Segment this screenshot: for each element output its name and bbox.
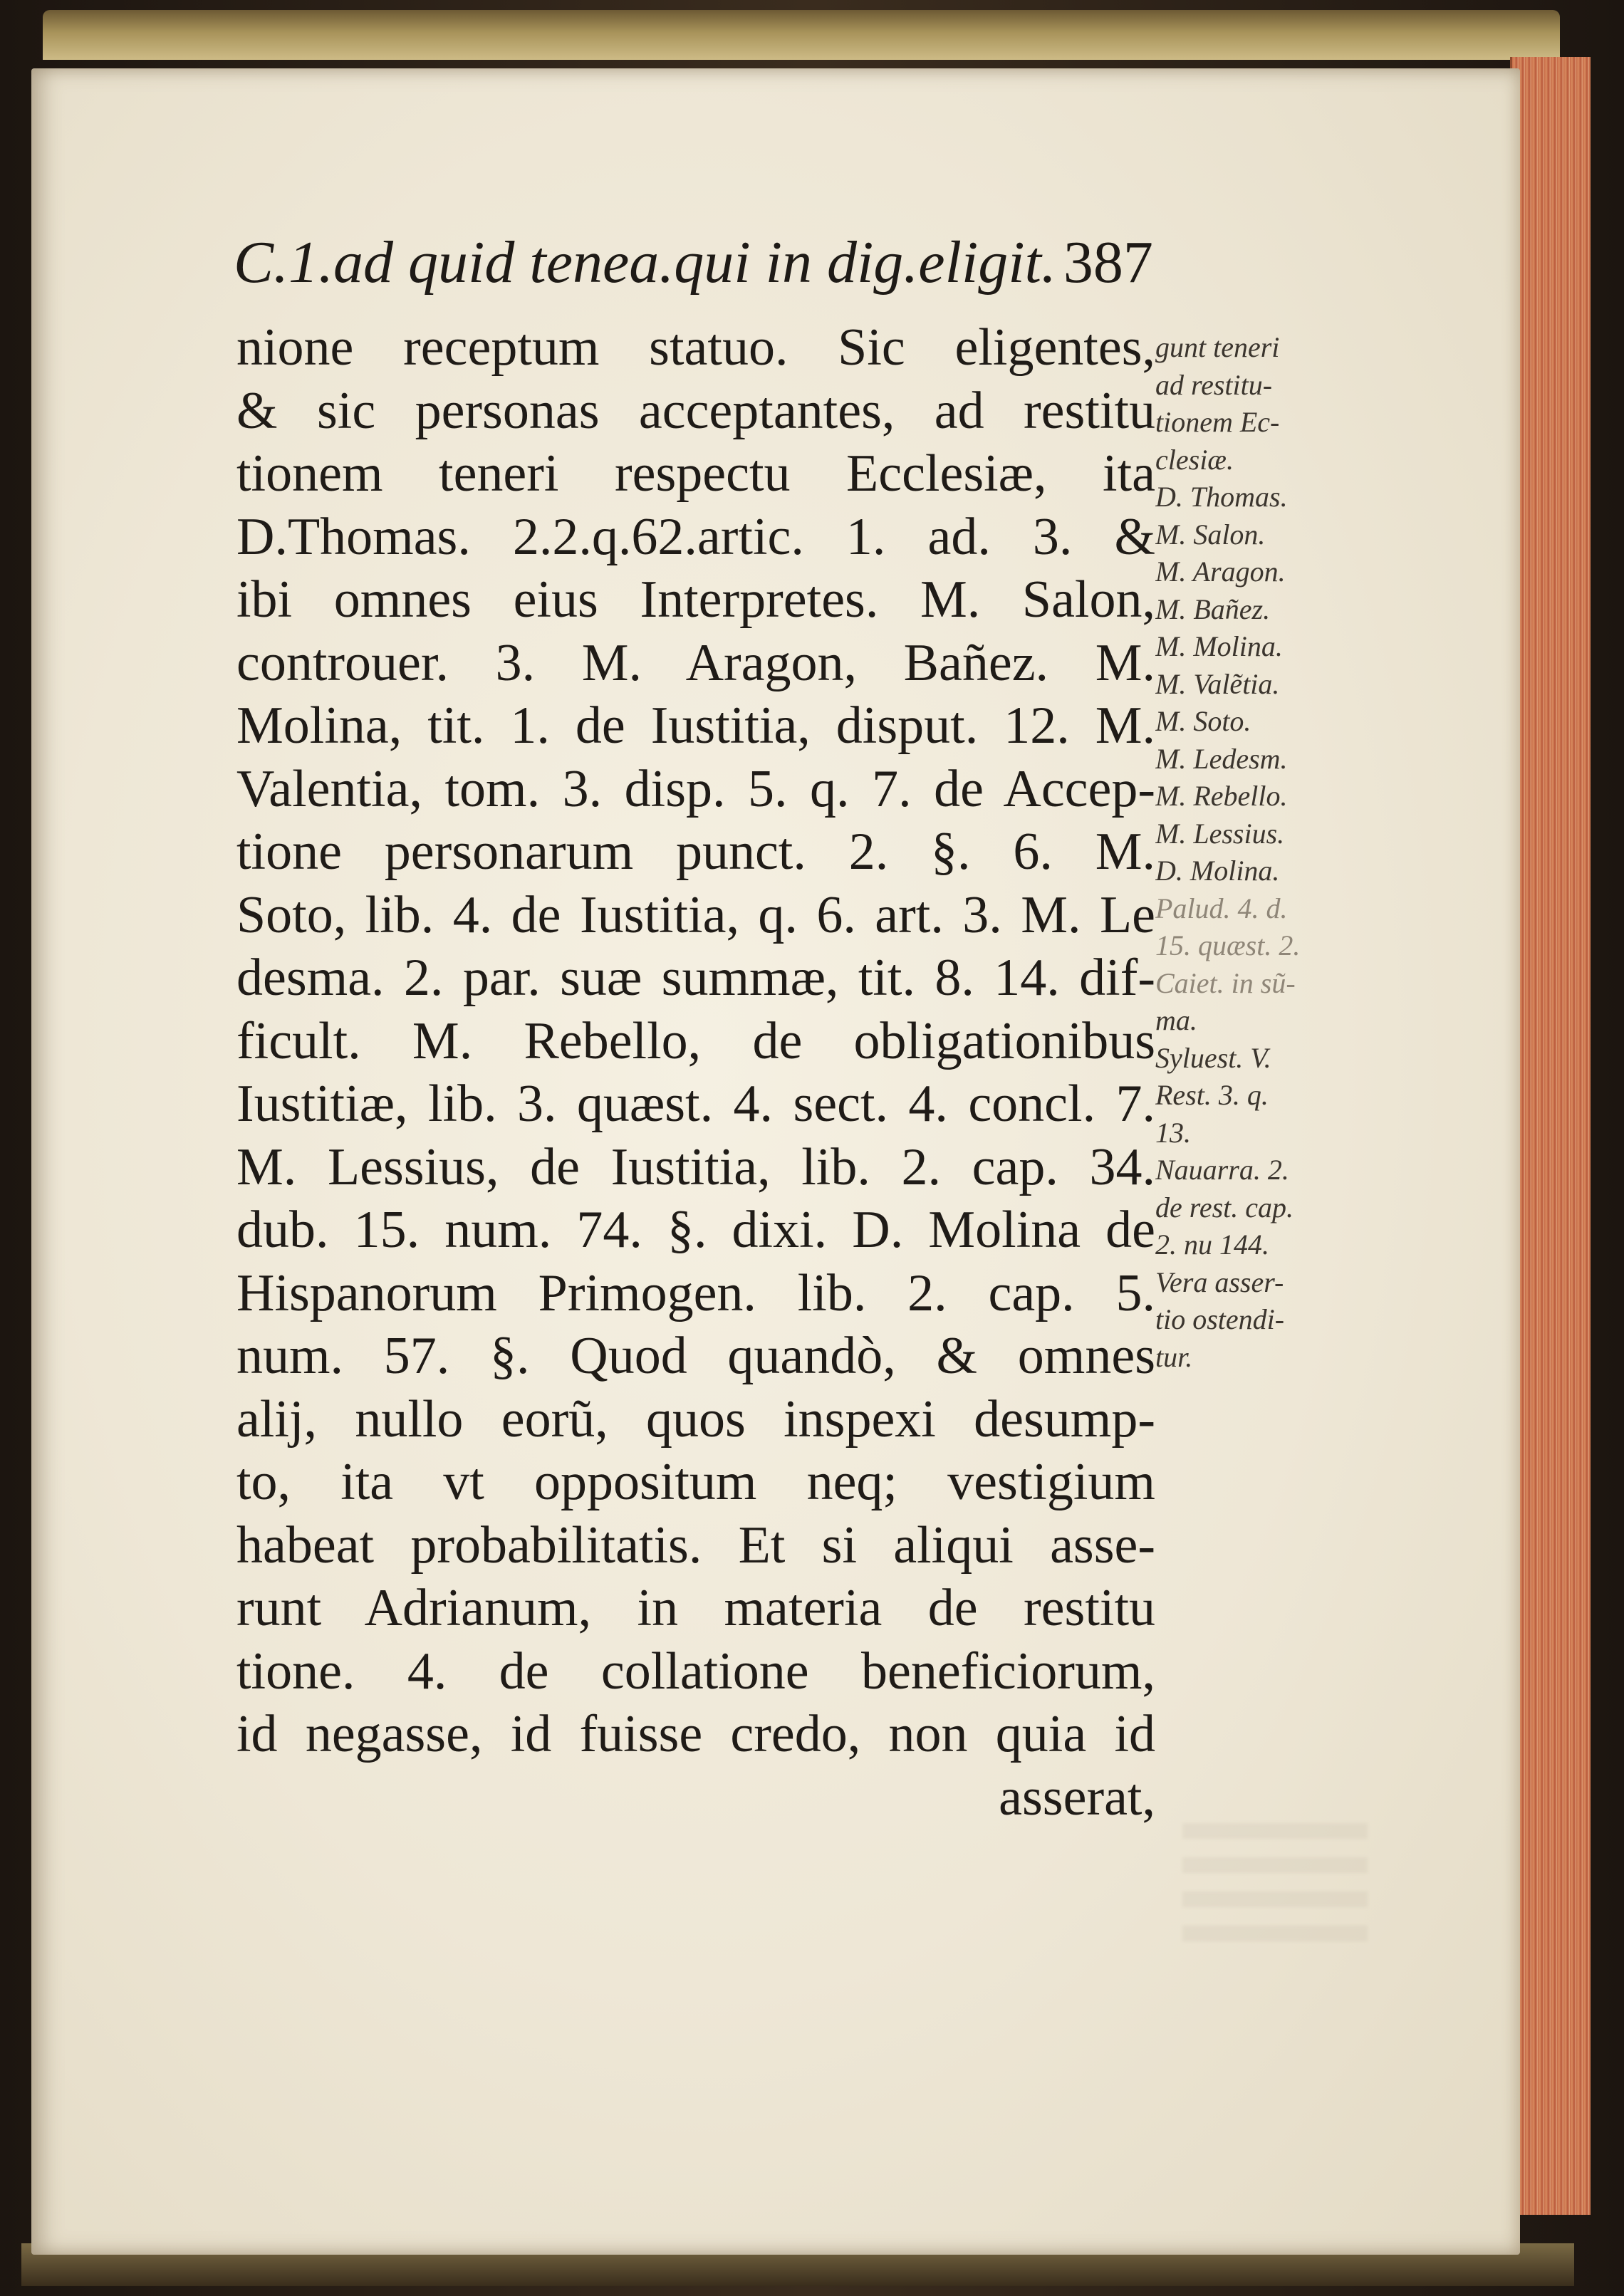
margin-note: Caiet. in sũ- — [1155, 966, 1296, 999]
body-line: runt Adrianum, in materia de restitu — [236, 1579, 1155, 1637]
margin-note: M. Valẽtia. — [1155, 667, 1280, 700]
body-line: & sic personas acceptantes, ad restitu — [236, 381, 1155, 440]
margin-note: Syluest. V. — [1155, 1041, 1271, 1074]
body-text-column — [236, 316, 1155, 1829]
margin-notes-column — [1155, 329, 1390, 1376]
margin-note: Nauarra. 2. — [1155, 1154, 1289, 1186]
body-line: dub. 15. num. 74. §. dixi. D. Molina de — [236, 1201, 1155, 1259]
book-fore-edge — [1510, 57, 1591, 2215]
margin-note: M. Aragon. — [1155, 555, 1286, 588]
margin-note: 15. quæst. 2. — [1155, 929, 1301, 961]
margin-note: M. Lessius. — [1155, 817, 1285, 850]
body-line: Valentia, tom. 3. disp. 5. q. 7. de Accep- — [236, 759, 1155, 818]
margin-note: ad restitu- — [1155, 368, 1273, 401]
body-line: ibi omnes eius Interpretes. M. Salon, — [236, 570, 1155, 629]
body-line: tione. 4. de collatione beneficiorum, — [236, 1642, 1155, 1701]
body-line: id negasse, id fuisse credo, non quia id — [236, 1705, 1155, 1763]
body-line: num. 57. §. Quod quandò, & omnes — [236, 1327, 1155, 1385]
margin-note: D. Thomas. — [1155, 481, 1288, 513]
page-number: 387 — [1063, 229, 1153, 296]
body-line: desma. 2. par. suæ summæ, tit. 8. 14. dif- — [236, 949, 1155, 1007]
margin-note: de rest. cap. — [1155, 1191, 1294, 1223]
margin-note: M. Salon. — [1155, 518, 1266, 550]
margin-note: Palud. 4. d. — [1155, 892, 1288, 924]
margin-note: M. Ledesm. — [1155, 742, 1288, 775]
running-head-title: C.1.ad quid tenea.qui in dig.eligit. — [234, 229, 1056, 296]
body-line: Molina, tit. 1. de Iustitia, disput. 12. M. — [236, 696, 1155, 755]
margin-note: ma. — [1155, 1004, 1197, 1036]
margin-note: tio ostendi- — [1155, 1303, 1285, 1335]
body-line: asserat, — [999, 1768, 1155, 1827]
margin-note: M. Molina. — [1155, 630, 1283, 662]
body-line: to, ita vt oppositum neq; vestigium — [236, 1453, 1155, 1511]
margin-note: M. Bañez. — [1155, 593, 1271, 625]
body-line: nione receptum statuo. Sic eligentes, — [236, 318, 1155, 377]
body-line: tionem teneri respectu Ecclesiæ, ita — [236, 444, 1155, 503]
margin-note: tur. — [1155, 1340, 1193, 1373]
margin-note: clesiæ. — [1155, 443, 1234, 476]
body-line: Hispanorum Primogen. lib. 2. cap. 5. — [236, 1263, 1155, 1322]
body-line: Iustitiæ, lib. 3. quæst. 4. sect. 4. concl. 7. — [236, 1075, 1155, 1133]
body-line: tione personarum punct. 2. §. 6. M. — [236, 823, 1155, 881]
margin-note: 13. — [1155, 1116, 1191, 1149]
margin-note: Vera asser- — [1155, 1266, 1284, 1298]
running-header — [234, 228, 1152, 306]
margin-note: gunt teneri — [1155, 331, 1280, 363]
show-through-text — [1182, 1823, 1368, 1944]
body-line: controuer. 3. M. Aragon, Bañez. M. — [236, 633, 1155, 692]
body-line: Soto, lib. 4. de Iustitia, q. 6. art. 3. M. Le — [236, 885, 1155, 944]
body-line: habeat probabilitatis. Et si aliqui asse- — [236, 1515, 1155, 1575]
margin-note: M. Soto. — [1155, 705, 1251, 737]
body-line: alij, nullo eorũ, quos inspexi desump- — [236, 1389, 1155, 1449]
body-line: M. Lessius, de Iustitia, lib. 2. cap. 34. — [236, 1137, 1155, 1196]
margin-note: M. Rebello. — [1155, 780, 1288, 812]
margin-note: tionem Ec- — [1155, 406, 1280, 438]
body-line: ficult. M. Rebello, de obligationibus — [236, 1011, 1155, 1070]
margin-note: Rest. 3. q. — [1155, 1079, 1269, 1111]
margin-note: 2. nu 144. — [1155, 1228, 1269, 1261]
margin-note: D. Molina. — [1155, 855, 1280, 887]
book-top-edge — [43, 10, 1560, 60]
body-line: D.Thomas. 2.2.q.62.artic. 1. ad. 3. & — [236, 507, 1155, 566]
